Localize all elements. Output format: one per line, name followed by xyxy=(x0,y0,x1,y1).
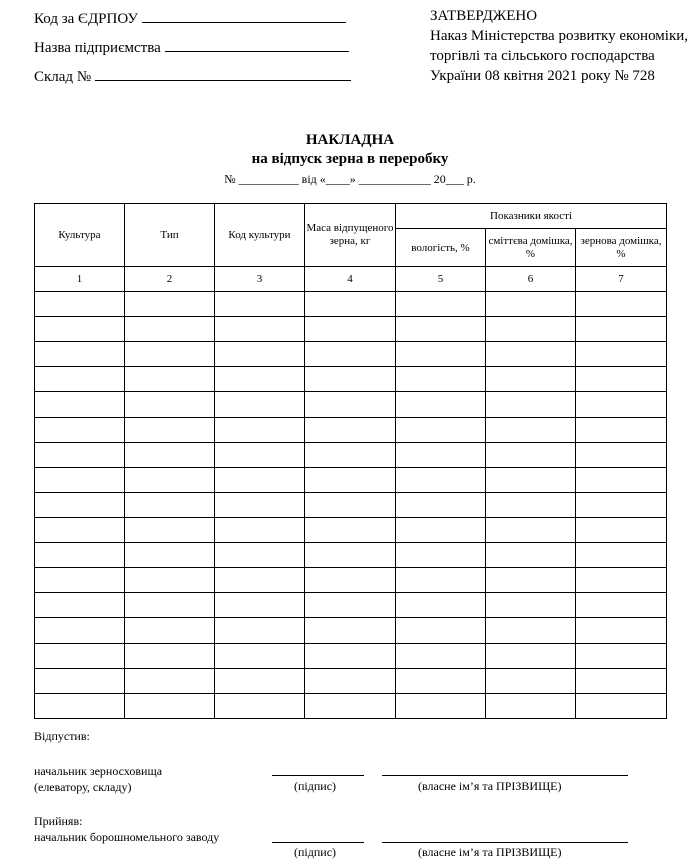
table-cell[interactable] xyxy=(486,467,576,492)
table-cell[interactable] xyxy=(125,568,215,593)
table-cell[interactable] xyxy=(35,593,125,618)
released-label: Відпустив: xyxy=(34,729,90,743)
table-cell[interactable] xyxy=(486,593,576,618)
header-type: Тип xyxy=(125,204,215,267)
table-cell[interactable] xyxy=(486,517,576,542)
table-cell[interactable] xyxy=(486,342,576,367)
released-role-line1: начальник зерносховища xyxy=(34,764,163,778)
accepted-role: начальник борошномельного заводу xyxy=(34,830,220,844)
table-cell[interactable] xyxy=(125,467,215,492)
header-culture: Культура xyxy=(35,204,125,267)
table-cell[interactable] xyxy=(215,467,305,492)
table-cell[interactable] xyxy=(576,618,667,643)
edrpou-field xyxy=(34,8,346,28)
table-cell[interactable] xyxy=(215,342,305,367)
table-cell[interactable] xyxy=(486,668,576,693)
column-number-row xyxy=(35,267,667,292)
document-subtitle: на відпуск зерна в переробку xyxy=(251,151,449,167)
header-mass: Маса відпущеного зерна, кг xyxy=(305,204,396,267)
table-cell[interactable] xyxy=(576,543,667,568)
table-cell[interactable] xyxy=(396,467,486,492)
table-cell[interactable] xyxy=(486,492,576,517)
table-cell[interactable] xyxy=(215,593,305,618)
table-cell[interactable] xyxy=(576,417,667,442)
accepted-signature-hint: (підпис) xyxy=(294,845,337,859)
table-cell[interactable] xyxy=(215,367,305,392)
table-cell[interactable] xyxy=(125,392,215,417)
table-cell[interactable] xyxy=(396,593,486,618)
table-cell[interactable] xyxy=(305,442,396,467)
accepted-signature-line xyxy=(272,842,364,843)
table-cell[interactable] xyxy=(125,417,215,442)
column-number: 3 xyxy=(215,267,305,292)
table-cell[interactable] xyxy=(396,643,486,668)
column-number: 4 xyxy=(305,267,396,292)
table-cell[interactable] xyxy=(486,417,576,442)
released-signature-hint: (підпис) xyxy=(294,779,337,793)
table-cell[interactable] xyxy=(486,392,576,417)
table-cell[interactable] xyxy=(576,693,667,718)
table-cell[interactable] xyxy=(125,342,215,367)
table-cell[interactable] xyxy=(486,543,576,568)
table-cell[interactable] xyxy=(576,467,667,492)
table-cell[interactable] xyxy=(125,668,215,693)
released-signature-line xyxy=(272,775,364,776)
table-cell[interactable] xyxy=(35,317,125,342)
table-cell[interactable] xyxy=(486,367,576,392)
warehouse-blank xyxy=(95,66,351,81)
document-title: НАКЛАДНА xyxy=(305,132,395,148)
table-cell[interactable] xyxy=(125,517,215,542)
table-cell[interactable] xyxy=(396,392,486,417)
table-cell[interactable] xyxy=(576,568,667,593)
table-cell[interactable] xyxy=(305,342,396,367)
table-cell[interactable] xyxy=(215,543,305,568)
table-cell[interactable] xyxy=(125,292,215,317)
table-cell[interactable] xyxy=(35,618,125,643)
table-cell[interactable] xyxy=(576,292,667,317)
table-cell[interactable] xyxy=(396,317,486,342)
table-cell[interactable] xyxy=(486,442,576,467)
table-cell[interactable] xyxy=(576,317,667,342)
accepted-label: Прийняв: xyxy=(34,814,83,828)
table-cell[interactable] xyxy=(215,693,305,718)
table-cell[interactable] xyxy=(396,292,486,317)
table-cell[interactable] xyxy=(215,317,305,342)
table-cell[interactable] xyxy=(396,543,486,568)
header-quality-group: Показники якості xyxy=(396,204,667,229)
table-cell[interactable] xyxy=(215,517,305,542)
column-number: 5 xyxy=(396,267,486,292)
released-role-line2: (елеватору, складу) xyxy=(34,780,132,794)
table-cell[interactable] xyxy=(215,668,305,693)
table-cell[interactable] xyxy=(396,342,486,367)
table-cell[interactable] xyxy=(576,643,667,668)
table-row xyxy=(35,543,667,568)
accepted-name-line xyxy=(382,842,628,843)
table-cell[interactable] xyxy=(305,543,396,568)
column-number: 1 xyxy=(35,267,125,292)
table-cell[interactable] xyxy=(305,292,396,317)
table-cell[interactable] xyxy=(35,292,125,317)
table-cell[interactable] xyxy=(305,492,396,517)
table-cell[interactable] xyxy=(35,668,125,693)
table-cell[interactable] xyxy=(35,367,125,392)
table-row xyxy=(35,417,667,442)
table-cell[interactable] xyxy=(215,292,305,317)
table-row xyxy=(35,517,667,542)
table-cell[interactable] xyxy=(396,367,486,392)
table-cell[interactable] xyxy=(305,568,396,593)
table-cell[interactable] xyxy=(396,618,486,643)
edrpou-blank xyxy=(142,8,346,23)
table-cell[interactable] xyxy=(576,668,667,693)
approval-order-text: Наказ Міністерства розвитку економіки, торгівлі та сільського господарства України 08 квітня 2021 року № 728 xyxy=(430,28,689,84)
released-role xyxy=(34,763,162,795)
table-cell[interactable] xyxy=(35,467,125,492)
table-cell[interactable] xyxy=(305,392,396,417)
table-cell[interactable] xyxy=(305,693,396,718)
table-cell[interactable] xyxy=(35,693,125,718)
table-cell[interactable] xyxy=(486,643,576,668)
table-cell[interactable] xyxy=(486,618,576,643)
table-cell[interactable] xyxy=(215,568,305,593)
table-cell[interactable] xyxy=(305,668,396,693)
table-cell[interactable] xyxy=(125,693,215,718)
table-cell[interactable] xyxy=(125,543,215,568)
table-row xyxy=(35,693,667,718)
column-number: 6 xyxy=(486,267,576,292)
table-cell[interactable] xyxy=(396,492,486,517)
table-cell[interactable] xyxy=(125,492,215,517)
header-trash-impurity: сміттєва домішка, % xyxy=(486,229,576,267)
table-cell[interactable] xyxy=(305,618,396,643)
table-cell[interactable] xyxy=(305,467,396,492)
table-cell[interactable] xyxy=(35,342,125,367)
table-cell[interactable] xyxy=(215,392,305,417)
table-cell[interactable] xyxy=(486,317,576,342)
table-cell[interactable] xyxy=(35,568,125,593)
header-grain-impurity: зернова домішка, % xyxy=(576,229,667,267)
enterprise-blank xyxy=(165,37,349,52)
grain-table xyxy=(34,203,667,719)
warehouse-field xyxy=(34,66,351,86)
table-row xyxy=(35,467,667,492)
enterprise-label: Назва підприємства xyxy=(34,40,161,56)
table-row xyxy=(35,442,667,467)
table-cell[interactable] xyxy=(396,568,486,593)
table-row xyxy=(35,392,667,417)
table-cell[interactable] xyxy=(576,367,667,392)
table-row xyxy=(35,492,667,517)
table-row xyxy=(35,593,667,618)
table-cell[interactable] xyxy=(396,668,486,693)
table-cell[interactable] xyxy=(305,517,396,542)
edrpou-label: Код за ЄДРПОУ xyxy=(34,11,138,27)
table-cell[interactable] xyxy=(215,442,305,467)
table-row xyxy=(35,668,667,693)
header-moisture: вологість, % xyxy=(396,229,486,267)
table-cell[interactable] xyxy=(486,568,576,593)
table-cell[interactable] xyxy=(35,643,125,668)
table-cell[interactable] xyxy=(305,643,396,668)
table-row xyxy=(35,367,667,392)
table-cell[interactable] xyxy=(576,492,667,517)
table-cell[interactable] xyxy=(35,517,125,542)
table-cell[interactable] xyxy=(35,492,125,517)
released-name-hint: (власне ім’я та ПРІЗВИЩЕ) xyxy=(418,779,562,793)
table-cell[interactable] xyxy=(305,593,396,618)
table-cell[interactable] xyxy=(125,618,215,643)
table-cell[interactable] xyxy=(35,392,125,417)
table-cell[interactable] xyxy=(576,593,667,618)
released-name-line xyxy=(382,775,628,776)
table-cell[interactable] xyxy=(125,367,215,392)
table-cell[interactable] xyxy=(396,417,486,442)
table-row xyxy=(35,292,667,317)
table-cell[interactable] xyxy=(305,367,396,392)
table-cell[interactable] xyxy=(305,317,396,342)
table-cell[interactable] xyxy=(576,442,667,467)
enterprise-field xyxy=(34,37,349,57)
accepted-name-hint: (власне ім’я та ПРІЗВИЩЕ) xyxy=(418,845,562,859)
table-cell[interactable] xyxy=(486,693,576,718)
header-culture-code: Код культури xyxy=(215,204,305,267)
table-cell[interactable] xyxy=(305,417,396,442)
table-cell[interactable] xyxy=(35,442,125,467)
table-cell[interactable] xyxy=(35,417,125,442)
table-cell[interactable] xyxy=(396,442,486,467)
table-cell[interactable] xyxy=(396,693,486,718)
table-cell[interactable] xyxy=(486,292,576,317)
table-cell[interactable] xyxy=(396,517,486,542)
column-number: 2 xyxy=(125,267,215,292)
document-number-line: № __________ від «____» ____________ 20___ р. xyxy=(224,172,476,186)
table-cell[interactable] xyxy=(125,643,215,668)
approval-title: ЗАТВЕРДЖЕНО xyxy=(430,8,538,24)
table-row xyxy=(35,317,667,342)
table-cell[interactable] xyxy=(125,317,215,342)
table-row xyxy=(35,568,667,593)
table-cell[interactable] xyxy=(576,342,667,367)
table-cell[interactable] xyxy=(35,543,125,568)
column-number: 7 xyxy=(576,267,667,292)
table-cell[interactable] xyxy=(215,643,305,668)
table-row xyxy=(35,618,667,643)
table-cell[interactable] xyxy=(576,517,667,542)
table-cell[interactable] xyxy=(125,442,215,467)
approval-block xyxy=(430,6,690,86)
warehouse-label: Склад № xyxy=(34,69,92,85)
table-cell[interactable] xyxy=(215,618,305,643)
table-cell[interactable] xyxy=(576,392,667,417)
table-row xyxy=(35,643,667,668)
table-cell[interactable] xyxy=(215,492,305,517)
table-cell[interactable] xyxy=(215,417,305,442)
table-row xyxy=(35,342,667,367)
table-cell[interactable] xyxy=(125,593,215,618)
